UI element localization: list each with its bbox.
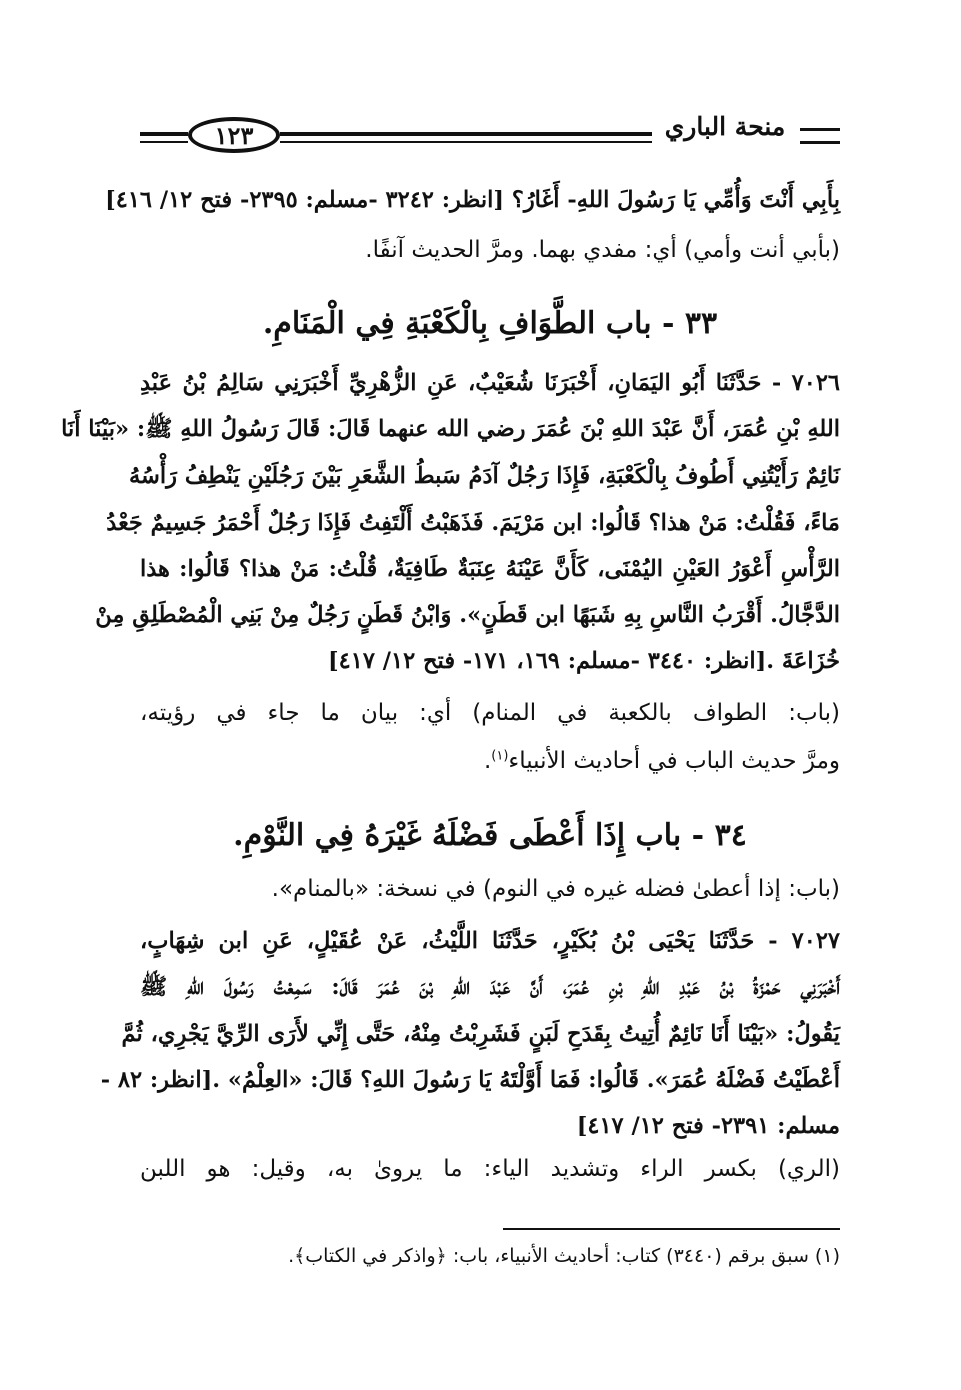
commentary-line: (باب: إذا أعطىٰ فضله غيره في النوم) في نسخة: «بالمنام». [271, 876, 840, 902]
hadith-line: يَقُولُ: «بَيْنَا أَنَا نَائِمٌ أُتِيتُ بِقَدَحِ لَبَنٍ فَشَرِبْتُ مِنْهُ، حَتَّى إِنِّي لأَرَى الرِّيَّ يَجْرِي، ثُمَّ [121, 1021, 840, 1047]
hadith-line: أَعْطَيْتُ فَضْلَهُ عُمَرَ». قَالُوا: فَمَا أَوَّلْتَهُ يَا رَسُولَ اللهِ؟ قَالَ: «العِلْمُ» .[انظر: ٨٢ - [100, 1067, 840, 1093]
header-rule-left [140, 132, 188, 143]
commentary-text: ومرَّ حديث الباب في أحاديث الأنبياء [508, 748, 840, 774]
hadith-line: اللهِ بْنِ عُمَرَ، أَنَّ عَبْدَ اللهِ بْنَ عُمَرَ رضي الله عنهما قَالَ: قَالَ رَسُولُ اللهِ ﷺ: «بَيْنَا أَنَا [61, 416, 840, 442]
sentence-period: . [483, 748, 492, 774]
hadith-line: خُزَاعَةَ .[انظر: ٣٤٤٠ -مسلم: ١٦٩، ١٧١- فتح ١٢/ ٤١٧] [328, 648, 840, 674]
hadith-line: ٧٠٢٧ - حَدَّثَنَا يَحْيَى بْنُ بُكَيْرٍ، حَدَّثَنَا اللَّيْثُ، عَنْ عُقَيْلٍ، عَنِ ابن شِهَابٍ، [140, 928, 840, 954]
footnote-marker: (١) [491, 748, 509, 764]
footnote: (١) سبق برقم (٣٤٤٠) كتاب: أحاديث الأنبياء، باب: ﴿واذكر في الكتاب﴾. [288, 1245, 840, 1267]
hadith-line: الرَّأْسِ أَعْوَرُ العَيْنِ اليُمْنَى، كَأَنَّ عَيْنَهُ عِنَبَةٌ طَافِيَةٌ، قُلْتُ: مَنْ هذا؟ قَالُوا: هذا [140, 556, 840, 582]
chapter-heading: ٣٣ - باب الطَّوَافِ بِالْكَعْبَةِ فِي الْمَنَامِ. [262, 306, 718, 341]
hadith-line: نَائِمٌ رَأَيْتُنِي أَطُوفُ بِالْكَعْبَةِ، فَإِذَا رَجُلٌ آدَمُ سَبطُ الشَّعَرِ بَيْنَ رَجُلَيْنِ يَنْطِفُ رَأْسُهُ [128, 463, 840, 489]
footnote-rule [503, 1228, 840, 1230]
hadith-line: أَخْبَرَنِي حَمْزَةُ بْنُ عَبْدِ اللهِ بْنِ عُمَرَ، أَنَّ عَبْدَ اللهِ بْنَ عُمَرَ قَالَ: سَمِعْتُ رَسُولَ اللهِ ﷺ [140, 974, 840, 1000]
hadith-line: مَاءً، فَقُلْتُ: مَنْ هذا؟ قَالُوا: ابن مَرْيَمَ. فَذَهَبْتُ أَلْتَفِتُ فَإِذَا رَجُلٌ أَحْمَرُ جَسِيمٌ جَعْدُ [106, 510, 840, 536]
page-number: ١٢٣ [188, 117, 280, 153]
commentary-line: (بأبي أنت وأمي) أي: مفدي بهما. ومرَّ الحديث آنفًا. [365, 237, 840, 263]
commentary-line: (الري) بكسر الراء وتشديد الياء: ما يروىٰ به، وقيل: هو اللبن [140, 1156, 840, 1182]
running-header [140, 112, 840, 162]
header-rule-right [800, 128, 840, 144]
hadith-line: الدَّجَّالُ. أَقْرَبُ النَّاسِ بِهِ شَبَهًا ابن قَطَنٍ». وَابْنُ قَطَنٍ رَجُلٌ مِنْ بَنِي الْمُصْطَلِقِ مِنْ [95, 602, 840, 628]
chapter-heading: ٣٤ - باب إِذَا أَعْطَى فَضْلَهُ غَيْرَهُ فِي النَّوْمِ. [233, 818, 747, 853]
hadith-line: ٧٠٢٦ - حَدَّثَنَا أَبُو اليَمَانِ، أَخْبَرَنَا شُعَيْبٌ، عَنِ الزُّهْرِيِّ أَخْبَرَنِي سَالِمُ بْنُ عَبْدِ [140, 370, 840, 396]
book-title: منحة الباري [664, 112, 786, 141]
commentary-line [140, 748, 840, 774]
hadith-line: بِأَبِي أَنْتَ وَأُمِّي يَا رَسُولَ اللهِ- أَغَارُ؟ [انظر: ٣٢٤٢ -مسلم: ٢٣٩٥- فتح ١٢/ ٤١٦] [105, 187, 840, 213]
header-rule-middle [280, 132, 652, 143]
hadith-line: مسلم: ٢٣٩١- فتح ١٢/ ٤١٧] [576, 1113, 840, 1139]
commentary-line: (باب: الطواف بالكعبة في المنام) أي: بيان ما جاء في رؤيته، [140, 700, 840, 726]
